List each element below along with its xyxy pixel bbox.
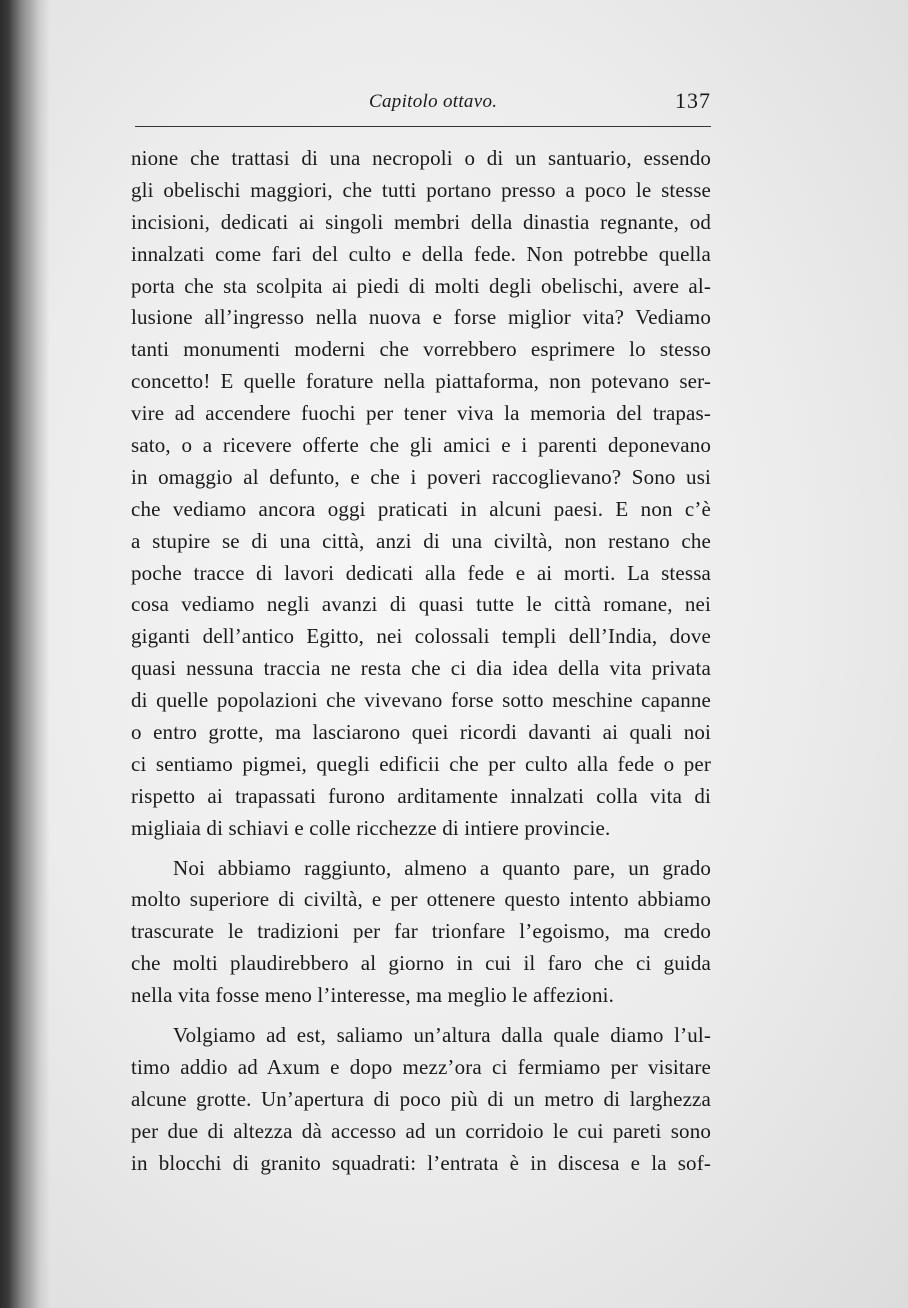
text-line: poche tracce di lavori dedicati alla fede e ai morti. La stessa <box>131 560 711 585</box>
text-line: sato, o a ricevere offerte che gli amici e i parenti deponevano <box>131 433 711 458</box>
text-line: nella vita fosse meno l’interesse, ma meglio le affezioni. <box>131 983 614 1008</box>
header-rule <box>135 126 711 127</box>
text-line: che molti plaudirebbero al giorno in cui il faro che ci guida <box>131 951 711 976</box>
text-line: in blocchi di granito squadrati: l’entrata è in discesa e la sof- <box>131 1150 711 1175</box>
paragraph-gap <box>131 845 711 853</box>
text-line: porta che sta scolpita ai piedi di molti degli obelischi, avere al- <box>131 273 711 298</box>
text-line: che vediamo ancora oggi praticati in alcuni paesi. E non c’è <box>131 496 711 521</box>
text-line: alcune grotte. Un’apertura di poco più di un metro di larghezza <box>131 1086 711 1111</box>
text-line: trascurate le tradizioni per far trionfare l’egoismo, ma credo <box>131 919 711 944</box>
text-line: Noi abbiamo raggiunto, almeno a quanto pare, un grado <box>173 855 711 880</box>
book-binding-edge <box>0 0 50 1308</box>
text-line: cosa vediamo negli avanzi di quasi tutte le città romane, nei <box>131 592 711 617</box>
paragraph-1 <box>131 143 711 845</box>
text-line: a stupire se di una città, anzi di una civiltà, non restano che <box>131 528 711 553</box>
text-line: ci sentiamo pigmei, quegli edificii che per culto alla fede o per <box>131 751 711 776</box>
running-head <box>131 88 711 118</box>
chapter-title: Capitolo ottavo. <box>369 91 498 112</box>
text-line: o entro grotte, ma lasciarono quei ricordi davanti ai quali noi <box>131 720 711 745</box>
body-text <box>131 143 711 1180</box>
text-line: di quelle popolazioni che vivevano forse sotto meschine capanne <box>131 688 711 713</box>
text-line: molto superiore di civiltà, e per ottenere questo intento abbiamo <box>131 887 711 912</box>
text-line: nione che trattasi di una necropoli o di un santuario, essendo <box>131 146 711 170</box>
text-line: giganti dell’antico Egitto, nei colossali templi dell’India, dove <box>131 624 711 649</box>
text-line: innalzati come fari del culto e della fede. Non potrebbe quella <box>131 241 711 266</box>
paragraph-2 <box>131 853 711 1012</box>
book-page <box>131 0 711 1308</box>
text-line: in omaggio al defunto, e che i poveri raccoglievano? Sono usi <box>131 464 711 489</box>
text-line: lusione all’ingresso nella nuova e forse miglior vita? Vediamo <box>131 305 711 330</box>
text-line: gli obelischi maggiori, che tutti portano presso a poco le stesse <box>131 177 711 202</box>
text-line: concetto! E quelle forature nella piattaforma, non potevano ser- <box>131 369 711 394</box>
text-line: timo addio ad Axum e dopo mezz’ora ci fermiamo per visitare <box>131 1054 711 1079</box>
text-line: quasi nessuna traccia ne resta che ci dia idea della vita privata <box>131 656 711 681</box>
text-line: tanti monumenti moderni che vorrebbero esprimere lo stesso <box>131 337 711 362</box>
text-line: rispetto ai trapassati furono arditamente innalzati colla vita di <box>131 783 711 808</box>
text-line: Volgiamo ad est, saliamo un’altura dalla quale diamo l’ul- <box>173 1023 711 1048</box>
text-line: incisioni, dedicati ai singoli membri della dinastia regnante, od <box>131 209 711 234</box>
text-line: migliaia di schiavi e colle ricchezze di intiere provincie. <box>131 815 611 840</box>
paragraph-gap <box>131 1012 711 1020</box>
page-number: 137 <box>675 88 711 113</box>
paragraph-3 <box>131 1020 711 1179</box>
text-line: per due di altezza dà accesso ad un corridoio le cui pareti sono <box>131 1118 711 1143</box>
text-line: vire ad accendere fuochi per tener viva la memoria del trapas- <box>131 401 711 426</box>
